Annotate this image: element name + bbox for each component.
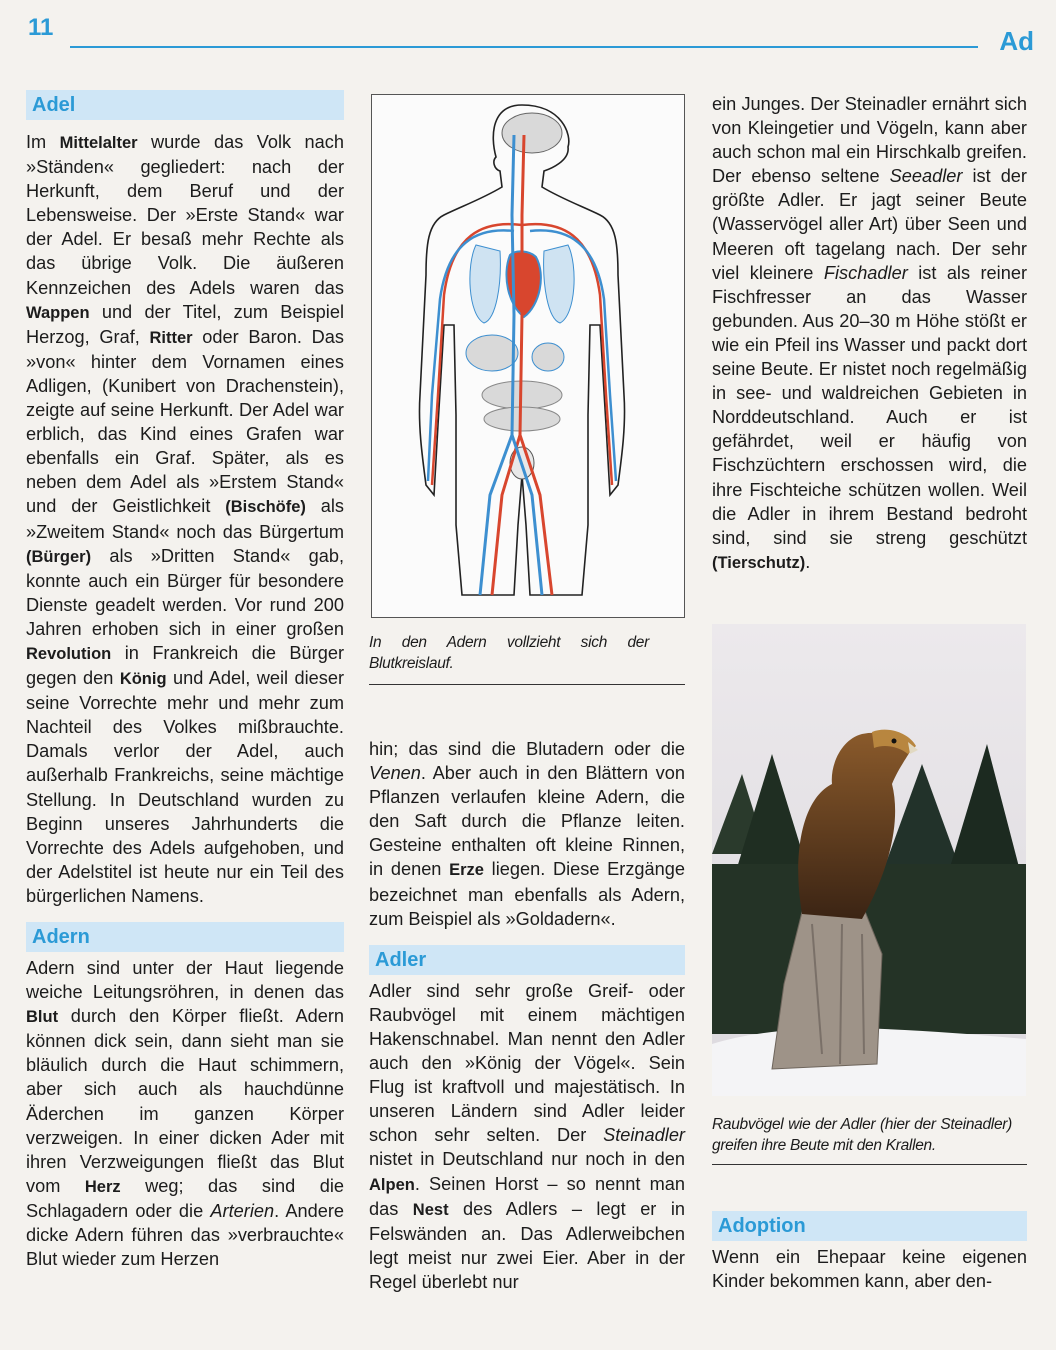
column-right [712,92,1027,575]
text-run: nistet in Deutschland nur noch in den [369,1149,685,1170]
photo-caption: Raubvögel wie der Adler (hier der Steinadler) greifen ihre Beute mit den Krallen. [712,1116,1012,1154]
text-run: Im [26,132,60,152]
heading-adoption: Adoption [712,1211,1027,1241]
keyword: Mittelalter [59,134,138,152]
text-run: oder Baron. Das »von« hinter dem Vornamen eines Adligen, (Kunibert von Drachenstein), zeigte auf seine Herkunft. Der Adel war erblich, das Kind eines Grafen war ebenfalls ein Graf. Später, als es neben dem Adel als »Erstem Stand« und der Geistlichkeit [26,326,344,517]
keyword: Blut [26,1008,59,1027]
text-run: Adler sind sehr große Greif- oder Raubvögel mit einem mächtigen Hakenschnabel. Man nennt den Adler auch den »König der Vögel«. Sein Flug ist kraftvoll und majestätisch. In unseren Ländern sind Adler leider schon sehr selten. Der [369,980,685,1146]
header-rule [70,46,978,48]
golden-eagle-image [712,624,1026,1096]
keyword: Wappen [26,303,90,322]
text-run: Wenn ein Ehepaar keine eigenen Kinder bekommen kann, aber den- [712,1247,1027,1292]
text-run: ein Junges. Der Steinadler ernährt sich von Kleingetier und Vögeln, kann aber auch schon mal ein Hirschkalb greifen. Der ebenso seltene [712,94,1027,187]
text-run: . Andere dicke Adern führen das »verbrauchte« Blut wieder zum Herzen [26,1200,344,1270]
text-run: . Seinen Horst – so nennt man das [369,1173,685,1219]
text-run: . Aber auch in den Blättern von Pflanzen verlaufen kleine Adern, die den Saft durch die Pflanze leiten. Gesteine enthalten oft kleine Rinnen, in denen [369,763,685,880]
section-abbrev: Ad [999,26,1034,56]
keyword: (Bischöfe) [225,498,306,517]
emphasis: Venen [369,763,421,784]
eagle-photo [712,624,1026,1096]
adoption-text [712,1245,1027,1293]
emphasis: Steinadler [603,1125,685,1146]
page-number: 11 [28,14,54,41]
adler-continued-text [712,92,1027,575]
emphasis: Fischadler [823,262,908,283]
text-run: als »Zweitem Stand« noch das Bürgertum [26,496,344,542]
keyword: Alpen [369,1175,415,1194]
emphasis: Arterien [210,1200,275,1221]
column-middle [369,737,685,1294]
text-run: und Adel, weil dieser seine Vorrechte mehr und mehr zum Nachteil des Volkes mißbrauchte. Damals verlor der Adel, auch außerhalb Frankreichs, seine mächtige Stellung. In Deutschland wurden zu Beginn unseres Jahrhunderts die Vorrechte des Adels aufgehoben, und der Adelstitel ist heute nur ein Teil des bürgerlichen Namens. [26,668,344,906]
adel-text [26,130,344,908]
text-run: als »Dritten Stand« gab, konnte auch ein Bürger für besondere Dienste geadelt werden. Vor rund 200 Jahren erhoben sich in einer großen [26,545,344,639]
text-run: durch den Körper fließt. Adern können dick sein, dann sieht man sie bläulich durch die Haut schimmern, aber sich auch als hauchdünne Äderchen im ganzen Körper verzweigen. In einer dicken Ader mit ihren Verzweigungen fließt das Blut vom [26,1006,344,1196]
text-run: . [805,551,811,572]
keyword: Ritter [149,328,193,347]
text-run: in Frankreich die Bürger gegen den [26,642,344,689]
figure-caption: In den Adern vollzieht sich der Blutkreislauf. [369,634,649,672]
keyword: König [119,670,167,689]
text-run: Adern sind unter der Haut liegende weiche Leitungsröhren, in denen das [26,958,344,1003]
emphasis: Seeadler [889,166,963,187]
column-middle-top [369,632,685,685]
text-run: wurde das Volk nach »Ständen« gegliedert: nach der Herkunft, dem Beruf und der Lebensweise. Der »Erste Stand« war der Adel. Er besaß mehr Rechte als das übrige Volk. Die äußeren Kennzeichen des Adels waren das [26,132,344,298]
text-run: und der Titel, zum Beispiel Herzog, Graf, [26,301,344,347]
column-right-bottom [712,1114,1027,1293]
keyword: (Tierschutz) [712,553,806,572]
text-run: ist der größte Adler. Er jagt seiner Beute (Wasservögel aller Art) über Seen und Meeren oft tagelang nach. Der sehr viel kleinere [712,166,1027,283]
keyword: (Bürger) [26,547,92,566]
circulation-figure [371,94,685,618]
caption-rule [369,684,685,685]
adler-text [369,979,685,1294]
photo-caption-rule [712,1164,1027,1165]
column-left [26,90,344,1271]
keyword: Nest [412,1200,449,1219]
heading-adern: Adern [26,922,344,952]
adern-continued-text [369,737,685,931]
text-run: weg; das sind die Schlagadern oder die [26,1175,344,1221]
text-run: ist als reiner Fischfresser an das Wasser gebunden. Aus 20–30 m Höhe stößt er wie ein Pfeil ins Wasser und packt dort seine Beute. Er nistet noch regelmäßig in see- und waldreichen Gebieten in Norddeutschland. Auch er ist gefährdet, weil er häufig von Fischzüchtern erschossen wird, die ihre Fischteiche schützen wollen. Weil die Adler in ihrem Bestand bedroht sind, sind sie streng geschützt [712,262,1027,548]
adern-text [26,956,344,1271]
text-run: des Adlers – legt er in Felswänden an. Das Adlerweibchen legt meist nur zwei Eier. Aber in der Regel überlebt nur [369,1198,685,1292]
heading-adel: Adel [26,90,344,120]
keyword: Revolution [26,644,112,663]
body-circulation-illustration [372,95,684,617]
keyword: Erze [449,861,484,880]
keyword: Herz [84,1177,121,1196]
text-run: hin; das sind die Blutadern oder die [369,739,685,759]
text-run: liegen. Diese Erzgänge bezeichnet man ebenfalls als Adern, zum Beispiel als »Goldadern«. [369,859,686,929]
heading-adler: Adler [369,945,685,975]
